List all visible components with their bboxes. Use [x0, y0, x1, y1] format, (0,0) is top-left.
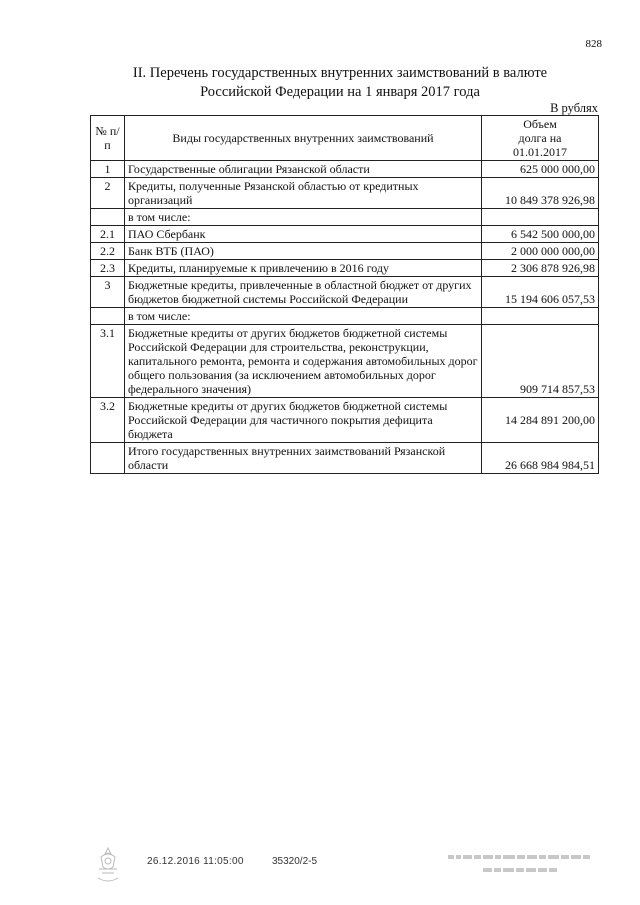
row-num: 2.1 [91, 226, 125, 243]
row-name: Банк ВТБ (ПАО) [125, 243, 482, 260]
row-num: 3.2 [91, 398, 125, 443]
stamp-icon [93, 845, 123, 885]
page-number: 828 [585, 38, 602, 50]
title-line-2: Российской Федерации на 1 января 2017 года [200, 84, 480, 100]
signature-stamp-icon [445, 851, 595, 881]
row-name: Бюджетные кредиты, привлеченные в областной бюджет от других бюджетов бюджетной системы Российской Федерации [125, 277, 482, 308]
row-name: Бюджетные кредиты от других бюджетов бюджетной системы Российской Федерации для строительства, реконструкции, капитального ремонта, ремонта и содержания автомобильных дорог общего пользования (за исключением автомобильных дорог федерального значения) [125, 325, 482, 398]
row-amount: 6 542 500 000,00 [482, 226, 599, 243]
table-row [91, 308, 599, 325]
total-row [91, 443, 599, 474]
row-amount: 15 194 606 057,53 [482, 277, 599, 308]
row-num [91, 209, 125, 226]
row-num [91, 308, 125, 325]
total-num [91, 443, 125, 474]
row-num: 2 [91, 178, 125, 209]
row-amount: 10 849 378 926,98 [482, 178, 599, 209]
header-amount-line-1: Объем [523, 117, 557, 131]
row-name: Государственные облигации Рязанской области [125, 161, 482, 178]
row-name: в том числе: [125, 209, 482, 226]
row-num: 2.2 [91, 243, 125, 260]
row-amount: 2 306 878 926,98 [482, 260, 599, 277]
row-amount: 2 000 000 000,00 [482, 243, 599, 260]
row-name: ПАО Сбербанк [125, 226, 482, 243]
total-name: Итого государственных внутренних заимствований Рязанской области [125, 443, 482, 474]
header-amount [482, 116, 599, 161]
row-num: 2.3 [91, 260, 125, 277]
header-type: Виды государственных внутренних заимствований [125, 116, 482, 161]
row-name: в том числе: [125, 308, 482, 325]
footer-timestamp: 26.12.2016 11:05:00 [147, 856, 244, 867]
table-row [91, 243, 599, 260]
table-row [91, 209, 599, 226]
row-amount [482, 308, 599, 325]
row-amount: 909 714 857,53 [482, 325, 599, 398]
title-line-1: II. Перечень государственных внутренних заимствований в валюте [132, 65, 548, 81]
header-num: № п/п [91, 116, 125, 161]
table-row [91, 226, 599, 243]
table-row [91, 325, 599, 398]
row-name: Бюджетные кредиты от других бюджетов бюджетной системы Российской Федерации для частичного покрытия дефицита бюджета [125, 398, 482, 443]
table-row [91, 161, 599, 178]
footer-doc-code: 35320/2-5 [272, 856, 318, 867]
table-row [91, 178, 599, 209]
row-num: 3 [91, 277, 125, 308]
header-amount-line-3: 01.01.2017 [513, 145, 567, 159]
row-num: 1 [91, 161, 125, 178]
currency-note: В рублях [550, 101, 598, 115]
table-row [91, 398, 599, 443]
total-amount: 26 668 984 984,51 [482, 443, 599, 474]
table-row [91, 277, 599, 308]
borrowings-table [90, 115, 599, 474]
row-name: Кредиты, полученные Рязанской областью от кредитных организаций [125, 178, 482, 209]
row-name: Кредиты, планируемые к привлечению в 2016 году [125, 260, 482, 277]
row-amount: 625 000 000,00 [482, 161, 599, 178]
row-num: 3.1 [91, 325, 125, 398]
table-header-row [91, 116, 599, 161]
page-title [100, 64, 580, 102]
table-row [91, 260, 599, 277]
header-amount-line-2: долга на [518, 131, 562, 145]
row-amount: 14 284 891 200,00 [482, 398, 599, 443]
row-amount [482, 209, 599, 226]
